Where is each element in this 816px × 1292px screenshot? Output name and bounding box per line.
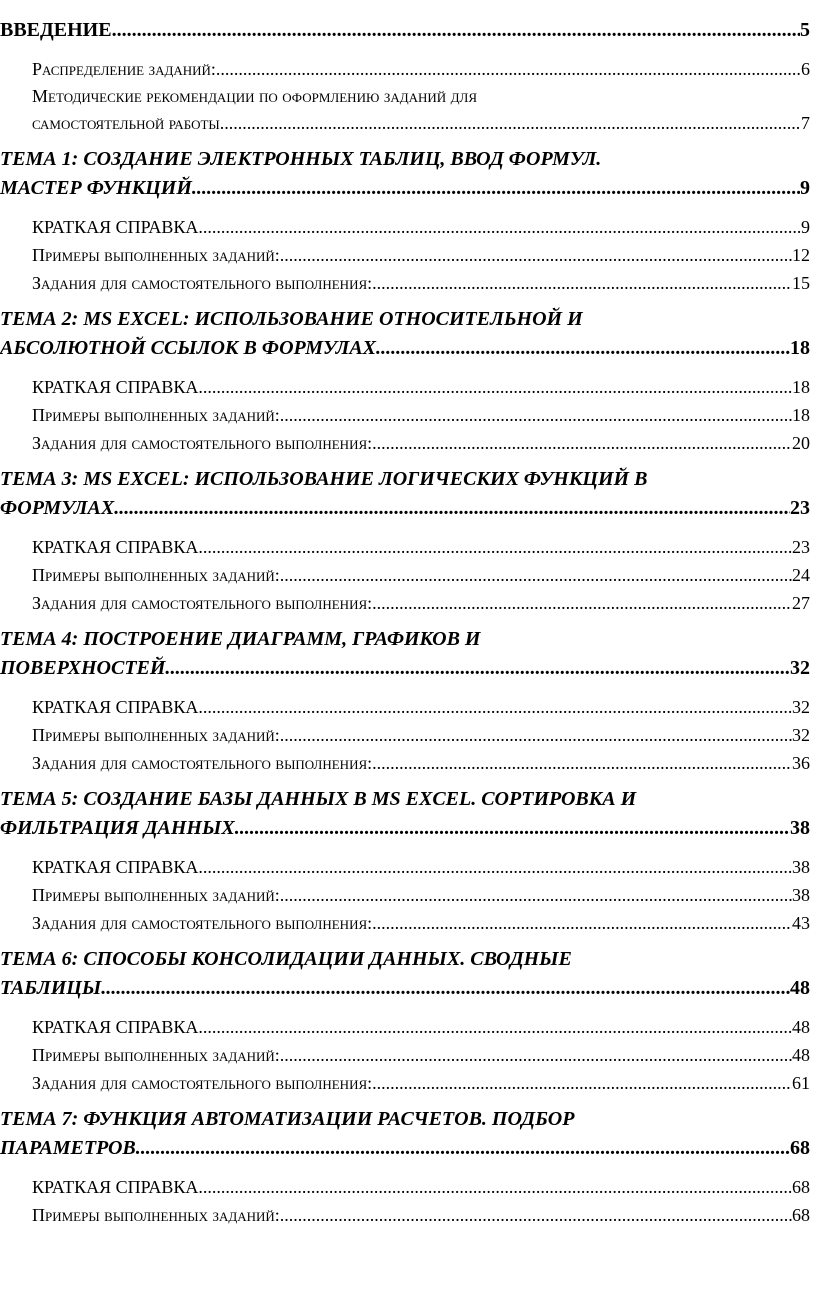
toc-topic-title-line1: ТЕМА 6: СПОСОБЫ КОНСОЛИДАЦИИ ДАННЫХ. СВОДНЫЕ <box>0 948 572 970</box>
dot-leader <box>119 493 790 523</box>
toc-page-number: 18 <box>792 377 810 397</box>
toc-subentry[interactable] <box>0 373 810 401</box>
toc-subentry[interactable] <box>0 909 810 937</box>
dot-leader <box>372 269 792 297</box>
toc-page-number: 43 <box>792 913 810 933</box>
toc-subentry-label: Примеры выполненных заданий: <box>32 565 280 585</box>
toc-page-number: 9 <box>800 177 810 199</box>
toc-topic-title-line2 <box>0 973 810 1003</box>
toc-page-number: 6 <box>801 59 810 79</box>
dot-leader <box>197 173 800 203</box>
toc-entry-title: ВВЕДЕНИЕ <box>0 19 112 41</box>
toc-subentry[interactable] <box>0 241 810 269</box>
dot-leader <box>372 589 792 617</box>
toc-topic-2[interactable] <box>0 305 810 363</box>
dot-leader <box>280 241 792 269</box>
toc-topic-7[interactable] <box>0 1105 810 1163</box>
toc-page-number: 27 <box>792 593 810 613</box>
dot-leader <box>280 1041 792 1069</box>
toc-subentry-label: КРАТКАЯ СПРАВКА <box>32 1017 199 1037</box>
dot-leader <box>280 721 792 749</box>
toc-page-number: 5 <box>800 19 810 41</box>
toc-subentry-label: Примеры выполненных заданий: <box>32 1205 280 1225</box>
toc-subentry-label: Задания для самостоятельного выполнения: <box>32 273 373 293</box>
topics-list <box>0 145 810 1229</box>
toc-page-number: 68 <box>790 1137 810 1159</box>
dot-leader <box>198 853 792 881</box>
toc-subentry[interactable] <box>0 1173 810 1201</box>
dot-leader <box>141 1133 790 1163</box>
toc-subentry[interactable] <box>0 561 810 589</box>
toc-page-number: 38 <box>790 817 810 839</box>
dot-leader <box>170 653 790 683</box>
toc-page-number: 18 <box>792 405 810 425</box>
toc-page-number: 36 <box>792 753 810 773</box>
toc-page-number: 24 <box>792 565 810 585</box>
toc-subentry[interactable] <box>0 693 810 721</box>
toc-subentry-label-line2: самостоятельной работы <box>32 113 220 133</box>
toc-subentry-label: Примеры выполненных заданий: <box>32 885 280 905</box>
dot-leader <box>198 1013 792 1041</box>
toc-subentry-guidelines[interactable] <box>0 83 810 137</box>
toc-subentry-label: КРАТКАЯ СПРАВКА <box>32 697 199 717</box>
toc-subentry[interactable] <box>0 1069 810 1097</box>
toc-topic-title-line1: ТЕМА 4: ПОСТРОЕНИЕ ДИАГРАММ, ГРАФИКОВ И <box>0 628 481 650</box>
dot-leader <box>198 213 801 241</box>
toc-topic-title-line1: ТЕМА 1: СОЗДАНИЕ ЭЛЕКТРОННЫХ ТАБЛИЦ, ВВОД ФОРМУЛ. <box>0 148 602 170</box>
toc-topic-3[interactable] <box>0 465 810 523</box>
dot-leader <box>372 749 792 777</box>
toc-subentry[interactable] <box>0 429 810 457</box>
toc-page-number: 32 <box>792 697 810 717</box>
toc-subentry-label: Примеры выполненных заданий: <box>32 245 280 265</box>
dot-leader <box>106 973 790 1003</box>
toc-subentry[interactable] <box>0 589 810 617</box>
toc-page-number: 23 <box>792 537 810 557</box>
dot-leader <box>381 333 790 363</box>
toc-page-number: 23 <box>790 497 810 519</box>
toc-subentry-label: КРАТКАЯ СПРАВКА <box>32 537 199 557</box>
introduction-subentries <box>0 56 810 137</box>
toc-subentry-label: КРАТКАЯ СПРАВКА <box>32 217 199 237</box>
toc-topic-title-line1: ТЕМА 7: ФУНКЦИЯ АВТОМАТИЗАЦИИ РАСЧЕТОВ. ПОДБОР <box>0 1108 575 1130</box>
toc-subentry[interactable] <box>0 721 810 749</box>
toc-page-number: 48 <box>790 977 810 999</box>
toc-page-number: 48 <box>792 1017 810 1037</box>
toc-topic-title-line1: ТЕМА 5: СОЗДАНИЕ БАЗЫ ДАННЫХ В MS EXCEL. СОРТИРОВКА И <box>0 788 637 810</box>
toc-subentry-label: КРАТКАЯ СПРАВКА <box>32 857 199 877</box>
toc-topic-title-line2 <box>0 1133 810 1163</box>
dot-leader <box>280 1201 792 1229</box>
toc-topic-title-text: МАСТЕР ФУНКЦИЙ. <box>0 177 197 199</box>
toc-page-number: 32 <box>790 657 810 679</box>
toc-page-number: 32 <box>792 725 810 745</box>
toc-subentry-distribution[interactable] <box>0 56 810 83</box>
toc-topic-6[interactable] <box>0 945 810 1003</box>
toc-page-number: 38 <box>792 857 810 877</box>
toc-topic-title-text: ФОРМУЛАХ. <box>0 497 120 519</box>
toc-topic-title-line1: ТЕМА 2: MS EXCEL: ИСПОЛЬЗОВАНИЕ ОТНОСИТЕЛЬНОЙ И <box>0 308 583 330</box>
toc-subentry-label: Задания для самостоятельного выполнения: <box>32 1073 373 1093</box>
toc-page-number: 15 <box>792 273 810 293</box>
toc-page-number: 12 <box>792 245 810 265</box>
toc-page-number: 18 <box>790 337 810 359</box>
toc-topic-5[interactable] <box>0 785 810 843</box>
dot-leader <box>372 1069 792 1097</box>
toc-topic-title-line1: ТЕМА 3: MS EXCEL: ИСПОЛЬЗОВАНИЕ ЛОГИЧЕСКИХ ФУНКЦИЙ В <box>0 468 648 490</box>
toc-subentry-label: Примеры выполненных заданий: <box>32 725 280 745</box>
dot-leader <box>372 909 792 937</box>
toc-subentry-label: Примеры выполненных заданий: <box>32 1045 280 1065</box>
table-of-contents <box>0 14 810 1229</box>
toc-topic-title-line2 <box>0 333 810 363</box>
toc-page-number: 68 <box>792 1205 810 1225</box>
toc-entry-introduction[interactable] <box>0 14 810 46</box>
toc-topic-title-line2 <box>0 173 810 203</box>
dot-leader <box>280 561 792 589</box>
toc-topic-title-text: ФИЛЬТРАЦИЯ ДАННЫХ. <box>0 817 240 839</box>
toc-subentry[interactable] <box>0 401 810 429</box>
toc-topic-title-text: ПОВЕРХНОСТЕЙ. <box>0 657 171 679</box>
toc-subentry-label: Задания для самостоятельного выполнения: <box>32 753 373 773</box>
dot-leader <box>198 1173 792 1201</box>
toc-page-number: 7 <box>801 113 810 133</box>
toc-page-number: 38 <box>792 885 810 905</box>
toc-topic-title-line2 <box>0 813 810 843</box>
toc-topic-title-line2 <box>0 653 810 683</box>
toc-subentry[interactable] <box>0 853 810 881</box>
dot-leader <box>280 881 792 909</box>
toc-subentry[interactable] <box>0 749 810 777</box>
toc-subentry[interactable] <box>0 1201 810 1229</box>
toc-topic-title-text: АБСОЛЮТНОЙ ССЫЛОК В ФОРМУЛАХ. <box>0 337 382 359</box>
toc-subentry-label: Распределение заданий: <box>32 59 216 79</box>
toc-subentry-label: Задания для самостоятельного выполнения: <box>32 593 373 613</box>
toc-subentry[interactable] <box>0 533 810 561</box>
dot-leader <box>112 14 800 46</box>
toc-subentry-label: Задания для самостоятельного выполнения: <box>32 433 373 453</box>
toc-page-number: 48 <box>792 1045 810 1065</box>
toc-subentry[interactable] <box>0 213 810 241</box>
toc-subentry-label: КРАТКАЯ СПРАВКА <box>32 1177 199 1197</box>
toc-topic-title-text: ПАРАМЕТРОВ. <box>0 1137 141 1159</box>
toc-subentry-label: КРАТКАЯ СПРАВКА <box>32 377 199 397</box>
toc-subentry-line2 <box>32 110 810 137</box>
toc-topic-1[interactable] <box>0 145 810 203</box>
toc-subentry-label: Задания для самостоятельного выполнения: <box>32 913 373 933</box>
toc-page-number: 61 <box>792 1073 810 1093</box>
toc-page-number: 68 <box>792 1177 810 1197</box>
dot-leader <box>198 533 792 561</box>
toc-topic-title-line2 <box>0 493 810 523</box>
toc-page-number: 9 <box>801 217 810 237</box>
dot-leader <box>372 429 792 457</box>
dot-leader <box>198 693 792 721</box>
dot-leader <box>198 373 792 401</box>
toc-topic-4[interactable] <box>0 625 810 683</box>
toc-subentry[interactable] <box>0 1013 810 1041</box>
toc-subentry[interactable] <box>0 881 810 909</box>
toc-page-number: 20 <box>792 433 810 453</box>
toc-subentry[interactable] <box>0 269 810 297</box>
toc-subentry-label: Примеры выполненных заданий: <box>32 405 280 425</box>
toc-subentry-label-line1: Методические рекомендации по оформлению заданий для <box>32 86 477 106</box>
toc-subentry[interactable] <box>0 1041 810 1069</box>
toc-topic-title-text: ТАБЛИЦЫ. <box>0 977 107 999</box>
dot-leader <box>280 401 792 429</box>
dot-leader <box>240 813 790 843</box>
dot-leader <box>216 56 801 83</box>
dot-leader <box>220 110 801 137</box>
